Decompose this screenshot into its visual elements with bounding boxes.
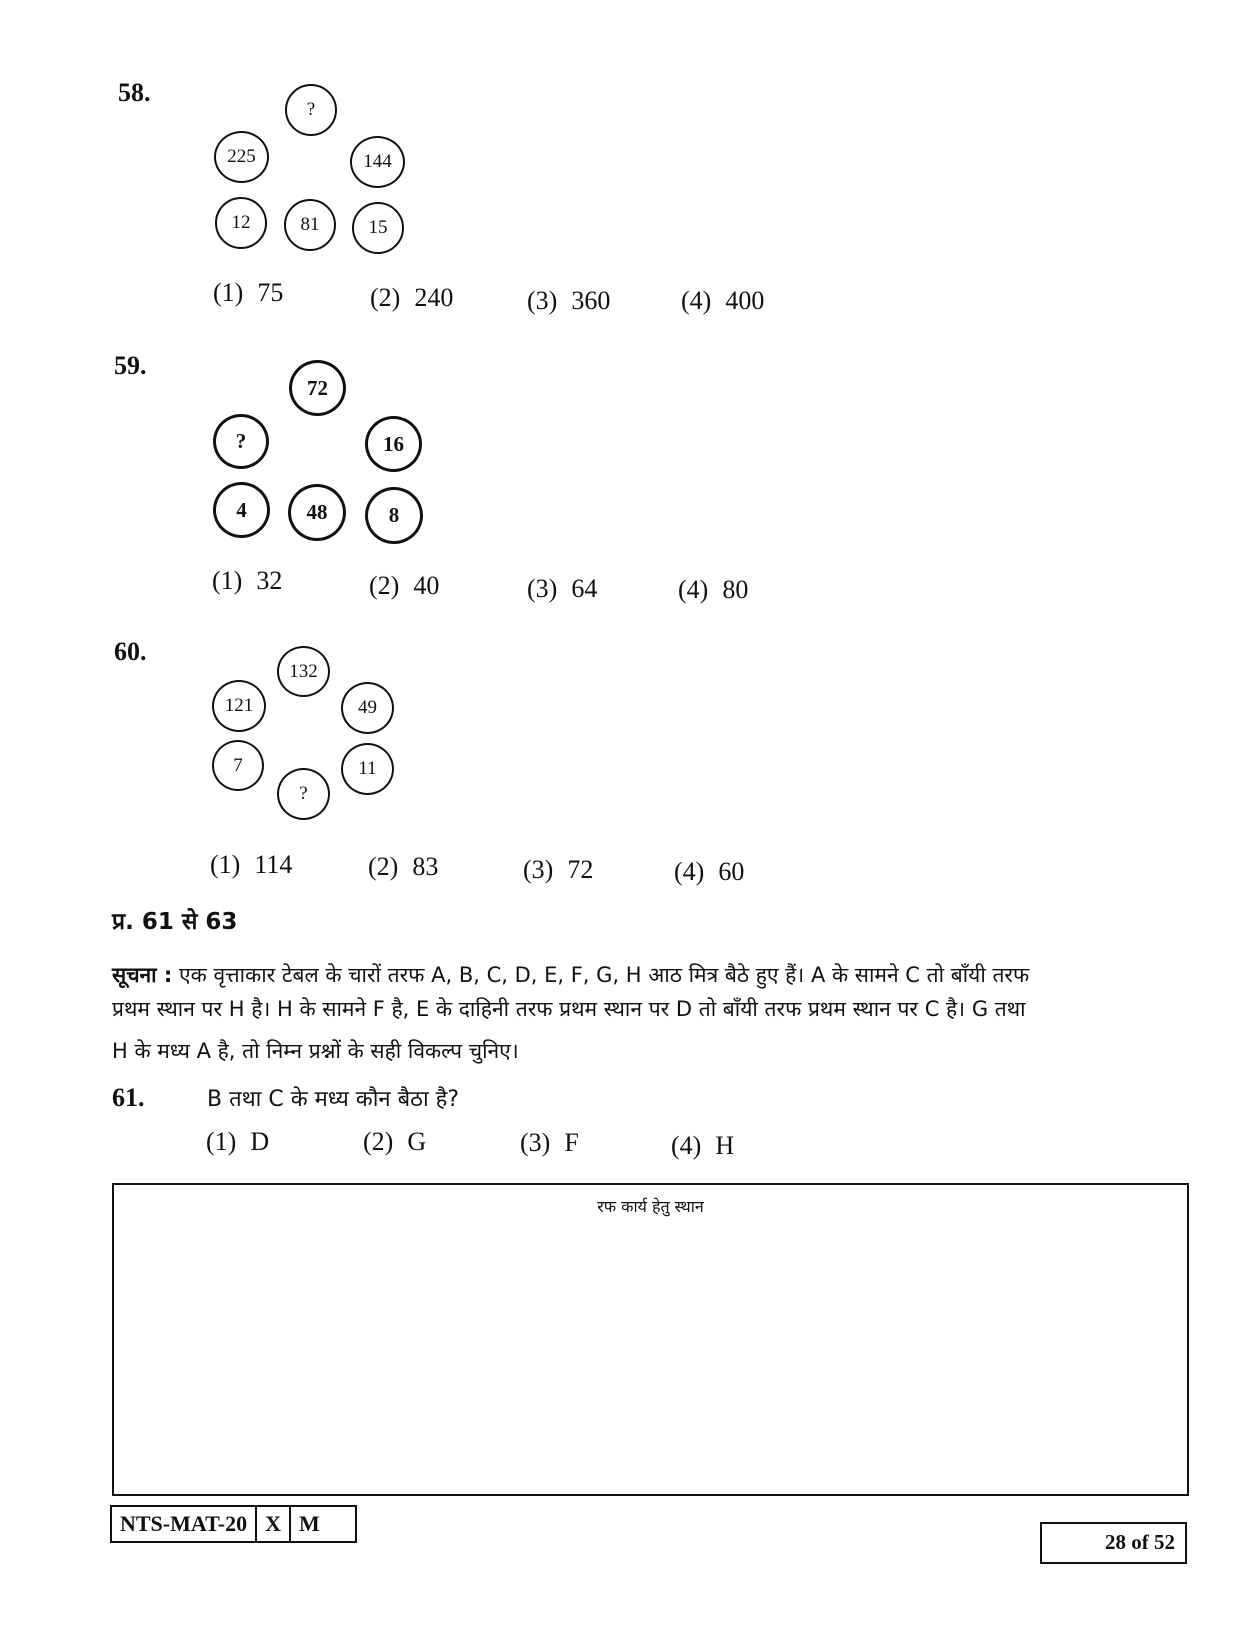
q59-option-4[interactable]: (4) 80 — [678, 575, 749, 604]
section-heading: प्र. 61 से 63 — [112, 909, 238, 935]
q60-option-1[interactable]: (1) 114 — [210, 850, 293, 879]
page-number-box — [1040, 1522, 1187, 1564]
page-number: 28 of 52 — [1105, 1530, 1175, 1554]
q58-option-4[interactable]: (4) 400 — [681, 286, 765, 315]
q58-circle-upper-right: 144 — [350, 136, 405, 188]
q59-circle-upper-right: 16 — [365, 416, 422, 472]
q60-circle-bottom: ? — [277, 768, 330, 820]
note-text-1: एक वृत्ताकार टेबल के चारों तरफ A, B, C, D, E, F, G, H आठ मित्र बैठे हुए हैं। A के सामने C तो बाँयी तरफ — [179, 963, 1030, 987]
q58-option-1[interactable]: (1) 75 — [213, 278, 284, 307]
q59-circle-lower-left: 4 — [213, 482, 270, 538]
q58-circle-lower-middle: 81 — [284, 199, 336, 251]
note-line-1 — [112, 958, 1029, 992]
note-label: सूचना : — [112, 963, 173, 987]
q58-circle-upper-left: 225 — [214, 131, 269, 183]
q61-option-2[interactable]: (2) G — [363, 1127, 427, 1156]
q60-circle-upper-left: 121 — [212, 680, 266, 732]
q60-circle-lower-left: 7 — [212, 740, 264, 791]
q59-circle-upper-left: ? — [213, 414, 269, 469]
q58-circle-top: ? — [285, 84, 337, 136]
q59-option-3[interactable]: (3) 64 — [527, 574, 598, 603]
question-58-number: 58. — [118, 78, 151, 107]
q58-option-3[interactable]: (3) 360 — [527, 286, 611, 315]
q60-option-4[interactable]: (4) 60 — [674, 857, 745, 886]
paper-code: NTS-MAT-20 — [112, 1507, 257, 1541]
paper-set: X — [257, 1507, 291, 1541]
q59-option-1[interactable]: (1) 32 — [212, 566, 283, 595]
rough-work-title: रफ कार्य हेतु स्थान — [597, 1197, 704, 1216]
q61-option-4[interactable]: (4) H — [671, 1131, 735, 1160]
q60-circle-lower-right: 11 — [341, 743, 394, 795]
q60-circle-top: 132 — [277, 646, 330, 697]
q59-option-2[interactable]: (2) 40 — [369, 571, 440, 600]
q60-option-3[interactable]: (3) 72 — [523, 855, 594, 884]
paper-code-box — [110, 1505, 357, 1543]
question-61-text: B तथा C के मध्य कौन बैठा है? — [207, 1087, 459, 1112]
q58-circle-lower-left: 12 — [215, 197, 267, 249]
note-line-3: H के मध्य A है, तो निम्न प्रश्नों के सही विकल्प चुनिए। — [112, 1039, 519, 1063]
q58-option-2[interactable]: (2) 240 — [370, 283, 454, 312]
q59-circle-lower-right: 8 — [365, 487, 423, 544]
q61-option-1[interactable]: (1) D — [206, 1127, 270, 1156]
note-line-2: प्रथम स्थान पर H है। H के सामने F है, E के दाहिनी तरफ प्रथम स्थान पर D तो बाँयी तरफ प्रथम स्थान पर C है। G तथा — [112, 997, 1026, 1021]
q59-circle-top: 72 — [289, 360, 346, 416]
q60-circle-upper-right: 49 — [341, 682, 394, 734]
question-60-number: 60. — [114, 637, 147, 666]
q58-circle-lower-right: 15 — [352, 202, 404, 254]
rough-work-box[interactable] — [112, 1183, 1189, 1496]
paper-medium: M — [299, 1511, 320, 1536]
question-61-number: 61. — [112, 1083, 145, 1112]
q61-option-3[interactable]: (3) F — [520, 1128, 579, 1157]
q59-circle-lower-middle: 48 — [288, 484, 346, 541]
q60-option-2[interactable]: (2) 83 — [368, 852, 439, 881]
question-59-number: 59. — [114, 351, 147, 380]
